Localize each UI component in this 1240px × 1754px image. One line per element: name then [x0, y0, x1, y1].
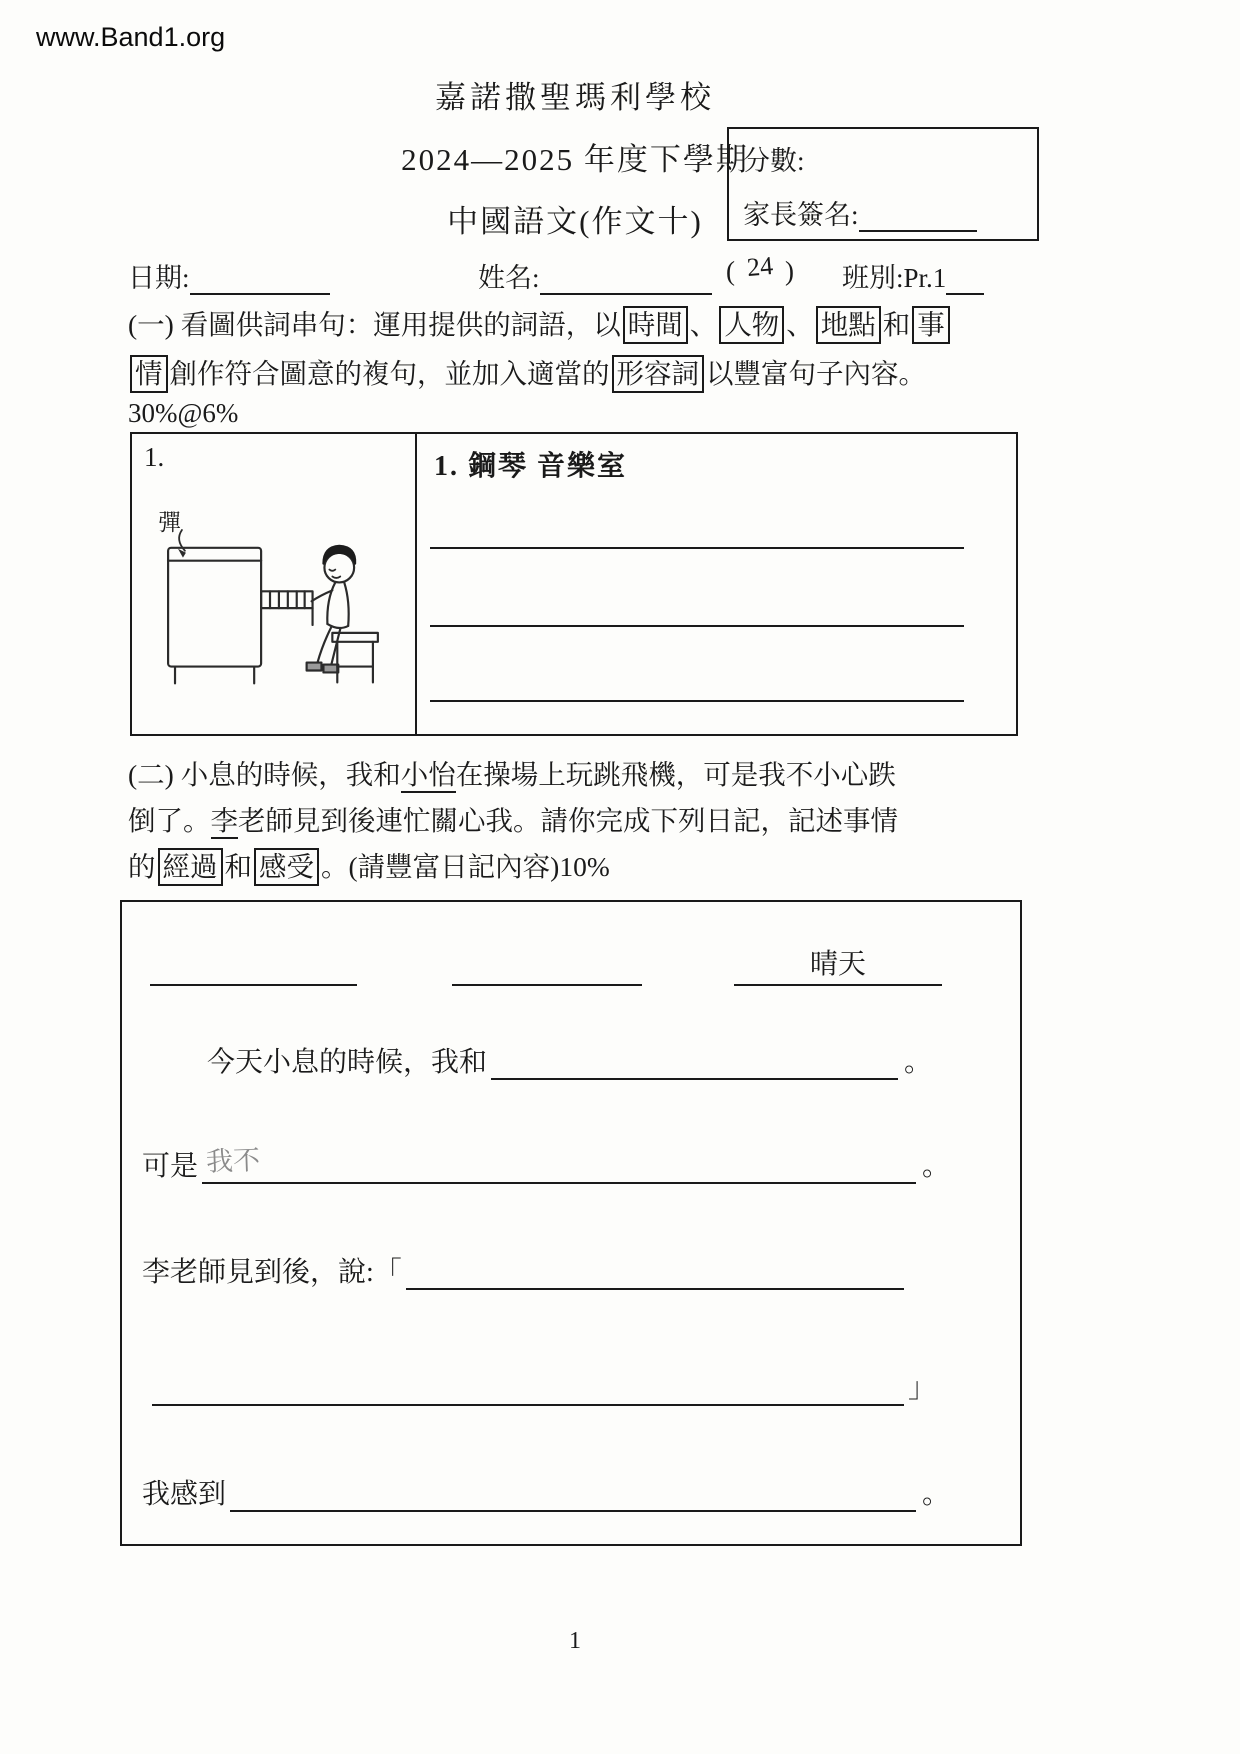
diary-line1-period: 。: [903, 1047, 932, 1078]
class-blank-line: [946, 267, 984, 295]
diary-day-blank: [452, 984, 642, 986]
score-box: [727, 127, 1039, 241]
watermark: www.Band1.org: [36, 22, 226, 52]
name-blank-line: [540, 267, 712, 295]
answer-line-2: [430, 625, 964, 627]
section2-text-6: 。(請豐富日記內容)10%: [321, 851, 610, 882]
answer-line-3: [430, 700, 964, 702]
diary-date-blank: [150, 984, 357, 986]
answer-title: 1. 鋼琴 音樂室: [434, 451, 628, 482]
arrow-icon: [178, 530, 186, 558]
boxed-word-person: 人物: [719, 306, 784, 344]
close-paren: ): [785, 256, 794, 286]
date-field: [128, 256, 330, 295]
section1-text-1: (一) 看圖供詞串句：運用提供的詞語，以: [128, 309, 621, 340]
section1-conj: 和: [882, 309, 911, 340]
underlined-name: 小怡: [401, 759, 456, 793]
diary-line-2: [142, 1140, 950, 1184]
diary-line2-blank: [202, 1145, 916, 1184]
class-field: [842, 256, 984, 295]
class-value: Pr.1: [903, 263, 947, 293]
section1-marks: 30%@6%: [128, 398, 239, 428]
diary-line-1: [207, 1036, 932, 1080]
boxed-word-feeling: 感受: [254, 848, 319, 886]
section2-text-3: 倒了。: [128, 805, 211, 836]
page-number: 1: [569, 1628, 581, 1654]
diary-box: [120, 900, 1022, 1546]
handwritten-note: 我不: [205, 1145, 261, 1177]
question1-number: 1.: [144, 442, 165, 472]
diary-line5-period: 。: [921, 1479, 950, 1510]
piano-illustration: [136, 470, 412, 732]
question1-picture-cell: [132, 434, 417, 734]
diary-line5-text: 我感到: [142, 1479, 227, 1510]
section1-text-3: 以豐富句子內容。: [706, 358, 926, 389]
diary-line-3: [142, 1246, 908, 1290]
weather-label: 晴天: [809, 949, 866, 980]
diary-line3-text: 李老師見到後，說:「: [142, 1257, 402, 1288]
section1-instructions: [128, 300, 1046, 398]
diary-line2-period: 。: [921, 1151, 950, 1182]
boxed-word-adjective: 形容詞: [612, 355, 705, 393]
boxed-word-event-1: 事: [912, 306, 950, 344]
diary-line5-blank: [230, 1502, 916, 1512]
section2-text-2: 在操場上玩跳飛機，可是我不小心跌: [455, 759, 896, 790]
diary-line3-blank: [406, 1280, 904, 1290]
boxed-word-process: 經過: [158, 848, 223, 886]
school-name: 嘉諾撒聖瑪利學校: [435, 80, 715, 115]
name-label: 姓名:: [478, 263, 540, 293]
boxed-word-time: 時間: [623, 306, 688, 344]
term-line: 2024—2025 年度下學期: [401, 142, 749, 177]
info-row: [0, 250, 1240, 300]
subject-line: 中國語文(作文十): [447, 204, 703, 239]
piano-boy-drawing: [142, 528, 400, 716]
diary-line-4: [148, 1362, 936, 1406]
boxed-word-place: 地點: [816, 306, 881, 344]
date-blank-line: [190, 267, 330, 295]
diary-weather-line: [734, 942, 942, 986]
answer-line-1: [430, 547, 964, 549]
class-label: 班別:: [842, 263, 904, 293]
open-paren: (: [726, 256, 735, 286]
parent-signature-row: [743, 193, 977, 232]
section2-text-4: 老師見到後連忙關心我。請你完成下列日記，記述事情: [238, 805, 898, 836]
name-field: [478, 256, 712, 295]
section2-instructions: [128, 752, 1048, 890]
section1-text-2: 創作符合圖意的複句，並加入適當的: [169, 358, 610, 389]
diary-line2-text: 可是: [142, 1151, 199, 1182]
date-label: 日期:: [128, 263, 190, 293]
section2-text-5: 的: [128, 851, 156, 882]
diary-line1-blank: [491, 1070, 898, 1080]
play-label: 彈: [158, 510, 181, 535]
seat-number-handwritten: 24: [745, 250, 775, 283]
question1-table: [130, 432, 1018, 736]
diary-line1-text: 今天小息的時候，我和: [207, 1047, 488, 1078]
section1-punct-1: 、: [689, 309, 718, 340]
boxed-word-event-2: 情: [130, 355, 168, 393]
diary-line-5: [142, 1468, 950, 1512]
parent-signature-line: [859, 204, 977, 232]
section2-conj: 和: [224, 851, 252, 882]
question1-answer-cell: [420, 434, 1016, 734]
section1-punct-2: 、: [786, 309, 814, 340]
parent-signature-label: 家長簽名:: [743, 200, 859, 230]
closing-bracket: 」: [907, 1373, 936, 1404]
underlined-teacher: 李: [211, 805, 239, 839]
score-label: 分數:: [743, 146, 805, 176]
seat-number-field: [726, 250, 794, 287]
section2-text-1: (二) 小息的時候，我和: [128, 759, 401, 790]
diary-line4-blank: [152, 1396, 904, 1406]
